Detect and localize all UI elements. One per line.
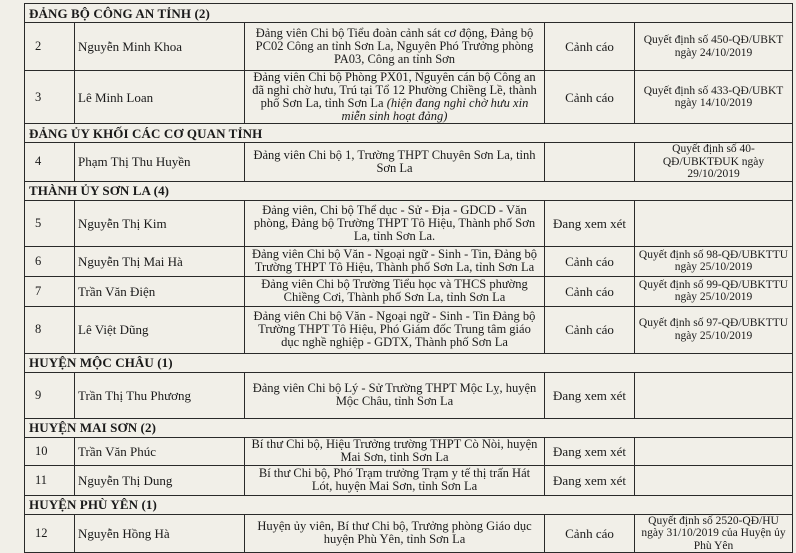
section-title: ĐẢNG BỘ CÔNG AN TỈNH (2) <box>25 4 793 23</box>
discipline-form: Đang xem xét <box>545 200 635 246</box>
description-text: Đảng viên Chi bộ Trường Tiểu học và THCS phường Chiềng Cơi, Thành phố Sơn La, tỉnh Sơn La <box>261 277 528 304</box>
description-text: Đảng viên Chi bộ Văn - Ngoại ngữ - Sinh - Tin, Đảng bộ Trường THPT Tô Hiệu, Thành phố Sơn La, tỉnh Sơn La <box>251 247 537 274</box>
discipline-form: Đang xem xét <box>545 372 635 418</box>
member-description <box>245 71 545 124</box>
section-header <box>25 418 793 437</box>
description-text: Huyện ủy viên, Bí thư Chi bộ, Trưởng phòng Giáo dục huyện Phù Yên, tỉnh Sơn La <box>257 519 532 547</box>
section-title: ĐẢNG ỦY KHỐI CÁC CƠ QUAN TỈNH <box>25 124 793 143</box>
decision-reference: Quyết định số 450-QĐ/UBKT ngày 24/10/2019 <box>635 23 793 71</box>
row-number: 12 <box>25 514 75 553</box>
description-note: (hiện đang nghỉ chờ hưu xin miễn sinh hoạt đảng) <box>341 96 529 123</box>
table-row <box>25 143 793 182</box>
row-number: 10 <box>25 437 75 465</box>
description-text: Đảng viên, Chi bộ Thể dục - Sử - Địa - GDCD - Văn phòng, Đảng bộ Trường THPT Tô Hiệu, Thành phố Sơn La, tỉnh Sơn La. <box>253 202 536 243</box>
discipline-table <box>24 3 793 553</box>
table-row <box>25 23 793 71</box>
discipline-form: Cảnh cáo <box>545 246 635 276</box>
row-number: 2 <box>25 23 75 71</box>
decision-reference: Quyết định số 97-QĐ/UBKTTU ngày 25/10/2019 <box>635 306 793 353</box>
row-number: 3 <box>25 71 75 124</box>
member-name: Nguyễn Thị Dung <box>75 465 245 495</box>
table-row <box>25 465 793 495</box>
section-header <box>25 495 793 514</box>
table-body <box>25 4 793 553</box>
member-description <box>245 200 545 246</box>
member-description <box>245 23 545 71</box>
description-text: Đảng viên Chi bộ Tiểu đoàn cảnh sát cơ động, Đảng bộ PC02 Công an tỉnh Sơn La, Nguyên Phó Trưởng phòng PA03, Công an tỉnh Sơn <box>255 26 534 66</box>
decision-reference <box>635 465 793 495</box>
section-header <box>25 4 793 23</box>
section-header <box>25 181 793 200</box>
description-text: Bí thư Chi bộ, Phó Trạm trưởng Trạm y tế thị trấn Hát Lót, huyện Mai Sơn, tỉnh Sơn La <box>258 466 531 493</box>
section-title: HUYỆN MỘC CHÂU (1) <box>25 353 793 372</box>
discipline-form <box>545 143 635 182</box>
row-number: 9 <box>25 372 75 418</box>
row-number: 7 <box>25 276 75 306</box>
decision-reference <box>635 437 793 465</box>
table-row <box>25 372 793 418</box>
member-name: Lê Minh Loan <box>75 71 245 124</box>
member-description <box>245 465 545 495</box>
member-description <box>245 143 545 182</box>
row-number: 4 <box>25 143 75 182</box>
section-title: HUYỆN PHÙ YÊN (1) <box>25 495 793 514</box>
description-text: Đảng viên Chi bộ Văn - Ngoại ngữ - Sinh - Tin Đảng bộ Trường THPT Tô Hiệu, Phó Giám đốc Trung tâm giáo dục nghề nghiệp - GDTX, Thành phố Sơn La <box>253 309 536 349</box>
decision-reference: Quyết định số 433-QĐ/UBKT ngày 14/10/2019 <box>635 71 793 124</box>
member-description <box>245 437 545 465</box>
decision-reference: Quyết định số 2520-QĐ/HU ngày 31/10/2019 của Huyện ủy Phù Yên <box>635 514 793 553</box>
member-description <box>245 276 545 306</box>
discipline-form: Đang xem xét <box>545 437 635 465</box>
row-number: 11 <box>25 465 75 495</box>
section-header <box>25 353 793 372</box>
member-name: Trần Văn Điện <box>75 276 245 306</box>
section-title: THÀNH ỦY SƠN LA (4) <box>25 181 793 200</box>
row-number: 8 <box>25 306 75 353</box>
member-description <box>245 514 545 553</box>
member-name: Nguyễn Thị Kim <box>75 200 245 246</box>
table-row <box>25 246 793 276</box>
member-description <box>245 306 545 353</box>
member-name: Nguyễn Minh Khoa <box>75 23 245 71</box>
table-row <box>25 71 793 124</box>
decision-reference <box>635 372 793 418</box>
table-row <box>25 437 793 465</box>
member-name: Trần Thị Thu Phương <box>75 372 245 418</box>
row-number: 6 <box>25 246 75 276</box>
decision-reference: Quyết định số 99-QĐ/UBKTTU ngày 25/10/2019 <box>635 276 793 306</box>
member-name: Trần Văn Phúc <box>75 437 245 465</box>
description-text: Đảng viên Chi bộ Lý - Sử Trường THPT Mộc Lỵ, huyện Mộc Châu, tỉnh Sơn La <box>252 381 537 408</box>
description-text: Đảng viên Chi bộ 1, Trường THPT Chuyên Sơn La, tỉnh Sơn La <box>253 147 536 175</box>
decision-reference: Quyết định số 40-QĐ/UBKTĐUK ngày 29/10/2019 <box>635 143 793 182</box>
table-row <box>25 276 793 306</box>
member-name: Phạm Thị Thu Huyền <box>75 143 245 182</box>
member-name: Lê Việt Dũng <box>75 306 245 353</box>
member-name: Nguyễn Thị Mai Hà <box>75 246 245 276</box>
member-name: Nguyễn Hồng Hà <box>75 514 245 553</box>
decision-reference: Quyết định số 98-QĐ/UBKTTU ngày 25/10/2019 <box>635 246 793 276</box>
discipline-form: Cảnh cáo <box>545 306 635 353</box>
section-header <box>25 124 793 143</box>
description-text: Bí thư Chi bộ, Hiệu Trưởng trường THPT Cò Nòi, huyện Mai Sơn, tỉnh Sơn La <box>251 437 538 464</box>
discipline-form: Đang xem xét <box>545 465 635 495</box>
decision-reference <box>635 200 793 246</box>
discipline-form: Cảnh cáo <box>545 71 635 124</box>
section-title: HUYỆN MAI SƠN (2) <box>25 418 793 437</box>
table-row <box>25 200 793 246</box>
row-number: 5 <box>25 200 75 246</box>
table-row <box>25 306 793 353</box>
discipline-form: Cảnh cáo <box>545 23 635 71</box>
description-text: Đảng viên Chi bộ Phòng PX01, Nguyên cán bộ Công an đã nghỉ chờ hưu, Trú tại Tổ 12 Phường Chiềng Lề, thành phố Sơn La, tỉnh Sơn La <box>252 70 537 110</box>
document-page <box>24 3 792 553</box>
member-description <box>245 246 545 276</box>
table-row <box>25 514 793 553</box>
discipline-form: Cảnh cáo <box>545 514 635 553</box>
discipline-form: Cảnh cáo <box>545 276 635 306</box>
member-description <box>245 372 545 418</box>
